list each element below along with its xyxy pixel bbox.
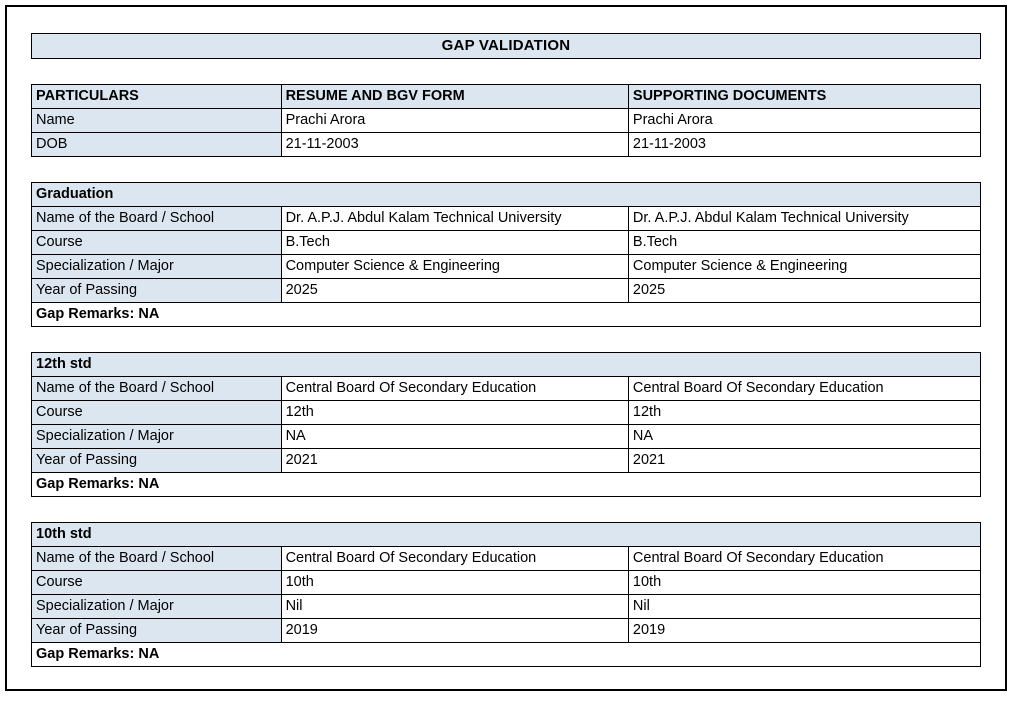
supporting-cell: B.Tech xyxy=(628,231,980,255)
table-row xyxy=(32,255,981,279)
row-label: DOB xyxy=(32,133,282,157)
table-row xyxy=(32,133,981,157)
supporting-cell: NA xyxy=(628,425,980,449)
resume-cell: 12th xyxy=(281,401,628,425)
resume-cell: 2021 xyxy=(281,449,628,473)
table-row xyxy=(32,207,981,231)
personal-table xyxy=(31,84,981,157)
supporting-cell: Central Board Of Secondary Education xyxy=(628,377,980,401)
table-row xyxy=(32,425,981,449)
table-row xyxy=(32,449,981,473)
resume-cell: Central Board Of Secondary Education xyxy=(281,377,628,401)
gap-remarks: Gap Remarks: NA xyxy=(32,643,981,667)
graduation-table xyxy=(31,182,981,327)
table-row xyxy=(32,231,981,255)
gap-remarks: Gap Remarks: NA xyxy=(32,303,981,327)
page-title: GAP VALIDATION xyxy=(31,33,981,59)
row-label: Name of the Board / School xyxy=(32,547,282,571)
resume-cell: 2019 xyxy=(281,619,628,643)
resume-cell: Central Board Of Secondary Education xyxy=(281,547,628,571)
supporting-cell: 10th xyxy=(628,571,980,595)
column-header-supporting: SUPPORTING DOCUMENTS xyxy=(628,85,980,109)
resume-cell: Dr. A.P.J. Abdul Kalam Technical University xyxy=(281,207,628,231)
header-row xyxy=(32,85,981,109)
section-heading-row xyxy=(32,183,981,207)
resume-cell: NA xyxy=(281,425,628,449)
gap-remarks: Gap Remarks: NA xyxy=(32,473,981,497)
row-label: Course xyxy=(32,231,282,255)
section-heading-row xyxy=(32,353,981,377)
resume-cell: 10th xyxy=(281,571,628,595)
row-label: Specialization / Major xyxy=(32,595,282,619)
supporting-cell: Central Board Of Secondary Education xyxy=(628,547,980,571)
section-heading: 12th std xyxy=(32,353,981,377)
table-row xyxy=(32,619,981,643)
supporting-cell: 2025 xyxy=(628,279,980,303)
table-row xyxy=(32,377,981,401)
twelfth-std-table xyxy=(31,352,981,497)
supporting-cell: Nil xyxy=(628,595,980,619)
tenth-std-table xyxy=(31,522,981,667)
table-row xyxy=(32,571,981,595)
resume-cell: Prachi Arora xyxy=(281,109,628,133)
supporting-cell: 21-11-2003 xyxy=(628,133,980,157)
table-row xyxy=(32,279,981,303)
resume-cell: Computer Science & Engineering xyxy=(281,255,628,279)
table-row xyxy=(32,595,981,619)
section-heading-row xyxy=(32,523,981,547)
resume-cell: Nil xyxy=(281,595,628,619)
supporting-cell: Dr. A.P.J. Abdul Kalam Technical University xyxy=(628,207,980,231)
section-heading: 10th std xyxy=(32,523,981,547)
supporting-cell: 2021 xyxy=(628,449,980,473)
gap-remarks-row xyxy=(32,643,981,667)
table-row xyxy=(32,401,981,425)
column-header-resume: RESUME AND BGV FORM xyxy=(281,85,628,109)
gap-remarks-row xyxy=(32,303,981,327)
row-label: Course xyxy=(32,571,282,595)
row-label: Name of the Board / School xyxy=(32,377,282,401)
row-label: Name of the Board / School xyxy=(32,207,282,231)
row-label: Year of Passing xyxy=(32,279,282,303)
row-label: Course xyxy=(32,401,282,425)
section-heading: Graduation xyxy=(32,183,981,207)
supporting-cell: Computer Science & Engineering xyxy=(628,255,980,279)
table-row xyxy=(32,109,981,133)
row-label: Name xyxy=(32,109,282,133)
page-frame xyxy=(5,5,1007,691)
table-row xyxy=(32,547,981,571)
row-label: Specialization / Major xyxy=(32,425,282,449)
gap-remarks-row xyxy=(32,473,981,497)
resume-cell: B.Tech xyxy=(281,231,628,255)
supporting-cell: 2019 xyxy=(628,619,980,643)
row-label: Specialization / Major xyxy=(32,255,282,279)
resume-cell: 21-11-2003 xyxy=(281,133,628,157)
resume-cell: 2025 xyxy=(281,279,628,303)
supporting-cell: 12th xyxy=(628,401,980,425)
row-label: Year of Passing xyxy=(32,619,282,643)
row-label: Year of Passing xyxy=(32,449,282,473)
column-header-particulars: PARTICULARS xyxy=(32,85,282,109)
supporting-cell: Prachi Arora xyxy=(628,109,980,133)
